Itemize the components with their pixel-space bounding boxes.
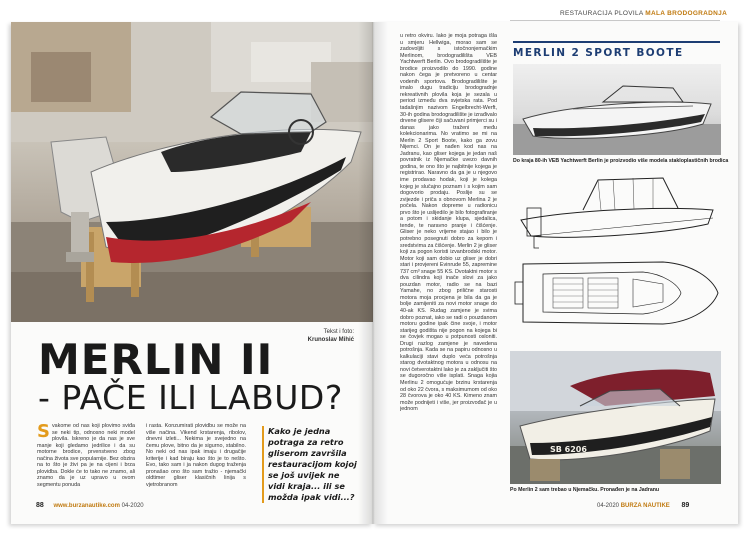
headline-sub: - PAČE ILI LABUD? bbox=[38, 378, 343, 417]
credit-label: Tekst i foto: bbox=[323, 329, 354, 335]
article-column-1 bbox=[37, 423, 135, 495]
sidebar-title: MERLIN 2 SPORT BOOTE bbox=[513, 47, 684, 59]
column-1-text: vakome od nas koji plovimo sviđa se neki tip, odnosno neki model plovila. Iskreno je da nas je sve manje koji gledamo jedrilice i da su motorne brodice, prvenstveno zbog načina života sve popularnije. Bez obzira na to što je živi pa je na cijeni i brza plovidba. Dokle će to tako ne znamo, ali znamo da je uz upravo u ovom segmentu ponuda bbox=[37, 423, 135, 488]
boat-registration: SB 6206 bbox=[550, 445, 587, 454]
main-boat-photo bbox=[11, 22, 373, 322]
running-head-rule bbox=[510, 20, 720, 21]
left-footer bbox=[36, 502, 144, 509]
right-brand: BURZA NAUTIKE bbox=[620, 503, 670, 509]
column-2-text: i rasta. Konzumirati plovidbu se može na više načina. Vikend krstarenja, ribolov, dnevni izleti... Nekima je svejedno na čemu plove, bitno da je sigurno, stabilno. No neki od nas ipak imaju i drugačije kriterije i kad biraju kao što je to nešto. Evo, tako sam i ja nakon dugog traženja pronašao ono što sam tražio - njemački oldtimer gliser klasičnih linija s vjetrobranom bbox=[146, 423, 246, 488]
color-boat-photo bbox=[510, 351, 721, 484]
author-credit bbox=[284, 328, 354, 344]
motorboat-photo-icon bbox=[510, 351, 721, 484]
headline-main: MERLIN II bbox=[38, 335, 274, 384]
article-column-2 bbox=[146, 423, 246, 495]
page-gutter bbox=[358, 22, 388, 524]
boat-blueprint-icon bbox=[513, 254, 721, 332]
right-footer bbox=[597, 502, 689, 509]
left-issue: 04-2020 bbox=[121, 503, 144, 509]
article-column-3 bbox=[400, 33, 497, 493]
pull-quote: Kako je jedna potraga za retro gliserom završila restauracijom kojoj se još uvijek ne vidi kraja... ili se možda ipak vidi...? bbox=[262, 426, 358, 503]
bw-photo-caption: Do kraja 80-ih VEB Yachtwerft Berlin je proizvodio više modela stakloplastičnih brodica bbox=[513, 158, 729, 164]
bw-boat-photo bbox=[513, 64, 721, 155]
right-page-number: 89 bbox=[681, 502, 690, 509]
drop-cap: S bbox=[37, 423, 50, 442]
running-head-topic: MALA BRODOGRADNJA bbox=[645, 10, 728, 17]
running-head bbox=[560, 10, 727, 17]
left-page-number: 88 bbox=[36, 502, 44, 509]
sidebar-rule bbox=[513, 41, 720, 43]
column-3-text: u retro okviru. Iako je moja potraga išla u smjeru Hellwiga, morao sam se zadovoljiti s istočnonjemačkim Merlinom, brodogradilišta VEB Yachtwerft Berlin. Ovo brodogradilište je brodice proizvodilo do 1990. godine nakon čega je pretvoreno u centar vodenih sportova. Brodogradilište je imalo dugu tradiciju brodogradnje rekreativnih plovila koja je sezala u period između dva svjetska rata. Pod tadašnjim nazivom Engelbrecht-Werft, 30-ih godina brodogradilište je izrađivalo drvene glisere čiji sačuvani primjerci su i danas jako traženi među kolekcionarima. No vratimo se mi na Merlin 2 Sport Boote, kako ga zovu Nijemci. On je nađen kod nas na Jadranu, kao gliser kojega je jedan naš povratnik iz Njemačke uvezo davnih godina, te ono što je najbitnije kojega je registrirao. Naravno da ga je u njegovo ime prodavao hodak, koji je kolega kojeg je slučajno poznam i s kojim sam dogovorio prodaju. Poslije su se zvijezde i priča s obnovom Merlina 2 je počela. Nakon dopreme u radionicu prvo što je uslijedilo je bilo fotografiranje a potom i skidanje klupa, sjedalica, tende, te naravno pranje i čišćenje. Gliser je neko vrijeme stajao i bilo je potrebno posegnuti dobro za kepom i sredstvima za čišćenje. Merlin 2 je gliser koji za pogon koristi izvanbrodski motor. Motor koji sam dobio uz gliser je dobri stari i provjereni Evinrude 55, zapremine 737 cm³ snage 55 KS. Dvotaktni motor s dva cilindra koji inače slovi za jako pouzdan motor, radio se na bazi Yamahe, no zbog prilične starosti motora moja procjena je bila da ga je bolje zamijeniti za novi motor snage do 40-ak KS. Rudag zamjene je svima dobro poznat, iako se radi o pouzdanom motoru godine ipak čine svoje, i motor starijeg godišta nije pogon na kojega bi se čovjek mogao u potpunosti osloniti. Drugi razlog zamjene je navedena potrošnja. Kada se na papiru odnosno u kalkulaciji stavi duplo veća potrošnja starog dvotaktnog motora u odnosu na novi četverotaktni lako je za zaključiti što se dugoročno više isplati. Snaga kojia Merlinu 2 omogućuje brzinu krstarenja od oko 22 čvora, s maksimumom od oko 28 čvorova je oko 40 KS. Kimeno znam može podnijeti i više, jer proizvođač je u jednom bbox=[400, 33, 497, 413]
motorboat-photo-icon bbox=[11, 22, 373, 322]
motorboat-photo-icon bbox=[513, 64, 721, 155]
right-issue: 04-2020 bbox=[597, 503, 620, 509]
color-photo-caption: Po Merlin 2 sam trebao u Njemačku. Pronađen je na Jadranu bbox=[510, 487, 660, 493]
running-head-section: RESTAURACIJA PLOVILA bbox=[560, 10, 644, 17]
left-website: www.burzanautike.com bbox=[53, 503, 120, 509]
credit-author: Krunoslav Mihić bbox=[307, 337, 354, 343]
boat-blueprint-icon bbox=[513, 168, 721, 250]
